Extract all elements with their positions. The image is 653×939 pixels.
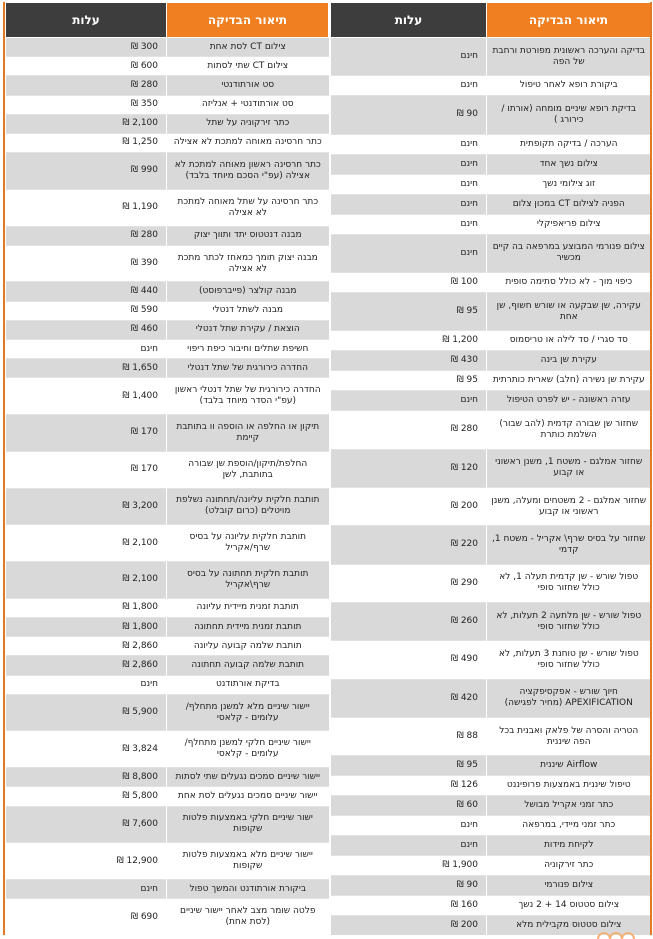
row-description: שחזור אמלגם - משטח 1, משנן ראשוני או קבוע: [487, 449, 651, 487]
row-price: 126 ₪: [331, 776, 487, 796]
row-price: 1,190 ₪: [6, 189, 167, 226]
table-row: [331, 134, 651, 154]
table-row: [331, 836, 651, 856]
row-description: לקיחת מידות: [487, 836, 651, 856]
row-price: 2,860 ₪: [6, 637, 167, 656]
row-price: חינם: [331, 234, 487, 272]
table-row: [331, 174, 651, 194]
row-price: 280 ₪: [331, 411, 487, 449]
row-description: יישור שיניים חלקי למשנן מתחלף/ עלומים - קלאסי: [167, 731, 329, 768]
row-description: תותבת זמנית מיידית תחתונה: [167, 617, 329, 636]
table-row: [331, 717, 651, 755]
row-price: 95 ₪: [331, 292, 487, 330]
row-description: צילום סטטוס 14 + 2 נשך: [487, 896, 651, 916]
row-description: שחזור אמלגם - 2 משטחים ומעלה, משנן ראשוני או קבוע: [487, 487, 651, 525]
table-row: [6, 656, 329, 675]
table-row: [331, 876, 651, 896]
table-row: [331, 38, 651, 76]
row-description: שחזור שן שבורה קדמית (להב שבור) השלמת כותרת: [487, 411, 651, 449]
row-description: צילום נשך אחד: [487, 154, 651, 174]
table-row: [6, 282, 329, 301]
row-description: תותבת חלקית עליונה/תחתונה נשלפת מויטלים (כרום קובלט): [167, 488, 329, 525]
row-price: 440 ₪: [6, 282, 167, 301]
row-price: 2,860 ₪: [6, 656, 167, 675]
row-price: 120 ₪: [331, 449, 487, 487]
row-description: ישור שיניים חלקי באמצעות פלטות שקופות: [167, 806, 329, 843]
row-description: עזרה ראשונה - יש לפרט הטיפול: [487, 391, 651, 411]
row-price: 1,200 ₪: [331, 331, 487, 351]
row-price: 990 ₪: [6, 153, 167, 190]
row-description: כתר זירקוניה: [487, 856, 651, 876]
row-description: טפול שורש - שן מלתעה 2 תעלות, לא כולל שחזור סופי: [487, 602, 651, 640]
brand-logo-icon: [596, 928, 636, 939]
row-price: חינם: [331, 194, 487, 214]
row-description: תותבת חלקית תחתונה על בסיס שרף\אקריל: [167, 562, 329, 599]
table-row: [331, 154, 651, 174]
row-description: יישור שיניים סמכים נגעלים שתי לסתות: [167, 768, 329, 787]
row-description: צילום CT לסת אחת: [167, 38, 329, 57]
row-description: תותבת חלקית עליונה על בסיס שרף/אקריל: [167, 525, 329, 562]
table-row: [6, 843, 329, 880]
row-price: 200 ₪: [331, 916, 487, 935]
table-row: [6, 378, 329, 415]
row-price: 590 ₪: [6, 301, 167, 320]
row-price: חינם: [331, 154, 487, 174]
row-description: עקירת שן נשירה (חלב) שארית כותרתית: [487, 371, 651, 391]
table-row: [6, 339, 329, 358]
header-price: עלות: [6, 3, 167, 38]
row-description: תותבת שלמה קבועה עליונה: [167, 637, 329, 656]
table-row: [331, 76, 651, 96]
table-row: [6, 806, 329, 843]
table-header-row: [331, 3, 651, 38]
table-row: [331, 234, 651, 272]
row-description: חשיפת שתלים וחיבור כיפת ריפוי: [167, 339, 329, 358]
row-description: תותבת שלמה קבועה תחתונה: [167, 656, 329, 675]
header-description: תיאור הבדיקה: [167, 3, 329, 38]
table-row: [6, 153, 329, 190]
row-price: 280 ₪: [6, 226, 167, 245]
table-row: [331, 487, 651, 525]
row-description: יישור שיניים מלא באמצעות פלטות שקופות: [167, 843, 329, 880]
row-price: 5,800 ₪: [6, 787, 167, 806]
row-description: עקירת שן בינה: [487, 351, 651, 371]
row-description: עקירה, שן שבקעה או שורש חשוף, שן אחת: [487, 292, 651, 330]
row-description: מבנה לשתל דנטלי: [167, 301, 329, 320]
row-description: הערכה / בדיקה תקופתית: [487, 134, 651, 154]
row-description: החלפת/תיקון/הוספת שן שבורה בתותבת, לשן: [167, 451, 329, 488]
table-row: [331, 756, 651, 776]
row-price: 420 ₪: [331, 679, 487, 717]
row-price: 1,400 ₪: [6, 378, 167, 415]
table-row: [331, 371, 651, 391]
row-description: הטריה והסרה של פלאק ואבנית בכל הפה שיננית: [487, 717, 651, 755]
table-row: [331, 391, 651, 411]
row-price: 5,900 ₪: [6, 694, 167, 731]
price-table-left: [5, 2, 329, 935]
row-price: חינם: [331, 836, 487, 856]
row-description: ביקורת רופא לאחר טיפול: [487, 76, 651, 96]
table-row: [6, 525, 329, 562]
row-description: זוג צילומי נשך: [487, 174, 651, 194]
row-description: בדיקת רופא שיניים מומחה (אורתו / כירורג ): [487, 96, 651, 134]
row-price: 90 ₪: [331, 96, 487, 134]
row-description: כתר זמני מיידי, במרפאה: [487, 816, 651, 836]
table-row: [6, 451, 329, 488]
table-row: [6, 675, 329, 694]
table-row: [331, 776, 651, 796]
table-row: [6, 226, 329, 245]
row-description: כתר חרסינה ראשון מאוחה למתכת לא אצילה (עפ"י הסכם מיוחד בלבד): [167, 153, 329, 190]
row-price: חינם: [6, 675, 167, 694]
row-price: 290 ₪: [331, 564, 487, 602]
row-description: בדיקה והערכה ראשונית מפורטת ורחבת של הפה: [487, 38, 651, 76]
row-description: צילום פריאפיקלי: [487, 214, 651, 234]
row-description: טפול שורש - שן קדמית תעלה 1, לא כולל שחזור סופי: [487, 564, 651, 602]
table-row: [6, 133, 329, 152]
row-price: 430 ₪: [331, 351, 487, 371]
table-row: [6, 95, 329, 114]
table-row: [331, 194, 651, 214]
table-row: [331, 449, 651, 487]
table-row: [331, 411, 651, 449]
row-description: הוצאת / עקירת שתל דנטלי: [167, 320, 329, 339]
row-price: חינם: [331, 214, 487, 234]
table-row: [6, 359, 329, 378]
row-price: 95 ₪: [331, 756, 487, 776]
row-description: טפול שורש - שן טוחנת 3 תעלות, לא כולל שחזור סופי: [487, 641, 651, 679]
table-row: [6, 598, 329, 617]
row-description: כתר זמני אקריל מבושל: [487, 796, 651, 816]
row-description: צילום סטטוס מקבילית מלא: [487, 916, 651, 935]
row-description: סט אורתודנטי + אנליזה: [167, 95, 329, 114]
table-row: [6, 189, 329, 226]
table-row: [6, 731, 329, 768]
table-row: [6, 880, 329, 899]
row-description: צילום פנורמי המבוצע במרפאה בה קיים מכשיר: [487, 234, 651, 272]
row-description: חיוך שורש - אפקסיפקציה APEXIFICATION (מחיר לפגישה): [487, 679, 651, 717]
row-price: 1,800 ₪: [6, 598, 167, 617]
row-price: 3,200 ₪: [6, 488, 167, 525]
row-price: 300 ₪: [6, 38, 167, 57]
row-price: 2,100 ₪: [6, 525, 167, 562]
row-price: 100 ₪: [331, 272, 487, 292]
table-row: [331, 896, 651, 916]
row-description: תיקון או החלפה או הוספה וו בתותבת קיימת: [167, 415, 329, 452]
row-description: טיפול שיננית באמצעות פרופיננט: [487, 776, 651, 796]
row-price: 280 ₪: [6, 76, 167, 95]
row-price: חינם: [331, 134, 487, 154]
table-row: [6, 694, 329, 731]
table-row: [331, 564, 651, 602]
table-row: [6, 617, 329, 636]
row-description: יישור שיניים מלא למשנן מתחלף/ עלומים - קלאסי: [167, 694, 329, 731]
table-row: [331, 796, 651, 816]
row-price: חינם: [331, 816, 487, 836]
table-row: [6, 57, 329, 76]
row-price: 3,824 ₪: [6, 731, 167, 768]
row-price: 260 ₪: [331, 602, 487, 640]
header-description: תיאור הבדיקה: [487, 3, 651, 38]
table-row: [331, 292, 651, 330]
row-description: סט אורתודנטי: [167, 76, 329, 95]
row-description: מבנה יצוק תומך כמאחז לכתר מתכת לא אצילה: [167, 245, 329, 282]
row-price: 220 ₪: [331, 526, 487, 564]
row-price: חינם: [331, 391, 487, 411]
table-row: [6, 488, 329, 525]
price-table-right: [330, 2, 651, 935]
row-description: תותבת זמנית מיידית עליונה: [167, 598, 329, 617]
row-price: 390 ₪: [6, 245, 167, 282]
table-row: [331, 331, 651, 351]
row-price: חינם: [6, 880, 167, 899]
table-row: [331, 856, 651, 876]
row-price: 200 ₪: [331, 487, 487, 525]
row-description: מבנה קולצר (פייברפוסט): [167, 282, 329, 301]
row-description: הפניה לצילום CT במכון צלום: [487, 194, 651, 214]
row-price: 350 ₪: [6, 95, 167, 114]
row-price: 12,900 ₪: [6, 843, 167, 880]
row-price: 88 ₪: [331, 717, 487, 755]
row-price: 1,650 ₪: [6, 359, 167, 378]
row-description: כתר חרסינה מאוחה למתכת לא אצילה: [167, 133, 329, 152]
row-price: 2,100 ₪: [6, 562, 167, 599]
row-price: 460 ₪: [6, 320, 167, 339]
table-row: [331, 214, 651, 234]
table-row: [331, 679, 651, 717]
row-description: צילום פנורמי: [487, 876, 651, 896]
table-row: [6, 899, 329, 935]
row-price: 1,250 ₪: [6, 133, 167, 152]
right-edge-border: [650, 2, 652, 935]
row-price: 490 ₪: [331, 641, 487, 679]
row-description: שחזור על בסיס שרף\ אקריל - משטח 1, קדמי: [487, 526, 651, 564]
header-price: עלות: [331, 3, 487, 38]
row-price: 8,800 ₪: [6, 768, 167, 787]
left-edge-border: [3, 2, 5, 935]
table-row: [6, 768, 329, 787]
table-row: [6, 76, 329, 95]
row-price: 160 ₪: [331, 896, 487, 916]
row-description: סד סגרי / סד לילה או טריסמוס: [487, 331, 651, 351]
row-price: 7,600 ₪: [6, 806, 167, 843]
table-row: [331, 351, 651, 371]
table-row: [6, 320, 329, 339]
table-row: [6, 637, 329, 656]
table-row: [331, 602, 651, 640]
row-price: חינם: [331, 76, 487, 96]
row-price: 1,900 ₪: [331, 856, 487, 876]
row-description: פלטה שומר מצב לאחר יישור שיניים (לסת אחת): [167, 899, 329, 935]
table-row: [6, 245, 329, 282]
table-row: [6, 38, 329, 57]
row-description: החדרה כירורגית של שתל דנטלי ראשון (עפ"י הסדר מיוחד בלבד): [167, 378, 329, 415]
table-row: [331, 641, 651, 679]
row-price: 690 ₪: [6, 899, 167, 935]
row-price: חינם: [331, 38, 487, 76]
row-description: כתר זירקוניה על שתל: [167, 114, 329, 133]
row-price: חינם: [6, 339, 167, 358]
table-row: [331, 272, 651, 292]
table-row: [331, 816, 651, 836]
table-row: [6, 562, 329, 599]
table-row: [6, 114, 329, 133]
row-price: 95 ₪: [331, 371, 487, 391]
row-price: 60 ₪: [331, 796, 487, 816]
row-description: Airflow שיננית: [487, 756, 651, 776]
row-description: ביקורת אורתודנט והמשך טפול: [167, 880, 329, 899]
row-price: 170 ₪: [6, 415, 167, 452]
row-price: 2,100 ₪: [6, 114, 167, 133]
row-price: 90 ₪: [331, 876, 487, 896]
row-price: 1,800 ₪: [6, 617, 167, 636]
row-price: 600 ₪: [6, 57, 167, 76]
row-description: יישור שיניים סמכים נגעלים לסת אחת: [167, 787, 329, 806]
row-description: מבנה דנטטוס יתד ותווך יצוק: [167, 226, 329, 245]
table-row: [6, 415, 329, 452]
row-price: 170 ₪: [6, 451, 167, 488]
row-description: כתר חרסינה על שתל מאוחה למתכת לא אצילה: [167, 189, 329, 226]
table-row: [331, 526, 651, 564]
row-description: החדרה כירורגית של שתל דנטלי: [167, 359, 329, 378]
row-price: חינם: [331, 174, 487, 194]
table-header-row: [6, 3, 329, 38]
table-row: [6, 301, 329, 320]
table-row: [331, 96, 651, 134]
row-description: כיפוי מוך - לא כולל סתימה סופית: [487, 272, 651, 292]
table-row: [6, 787, 329, 806]
row-description: צילום CT שתי לסתות: [167, 57, 329, 76]
row-description: בדיקת אורתודנט: [167, 675, 329, 694]
